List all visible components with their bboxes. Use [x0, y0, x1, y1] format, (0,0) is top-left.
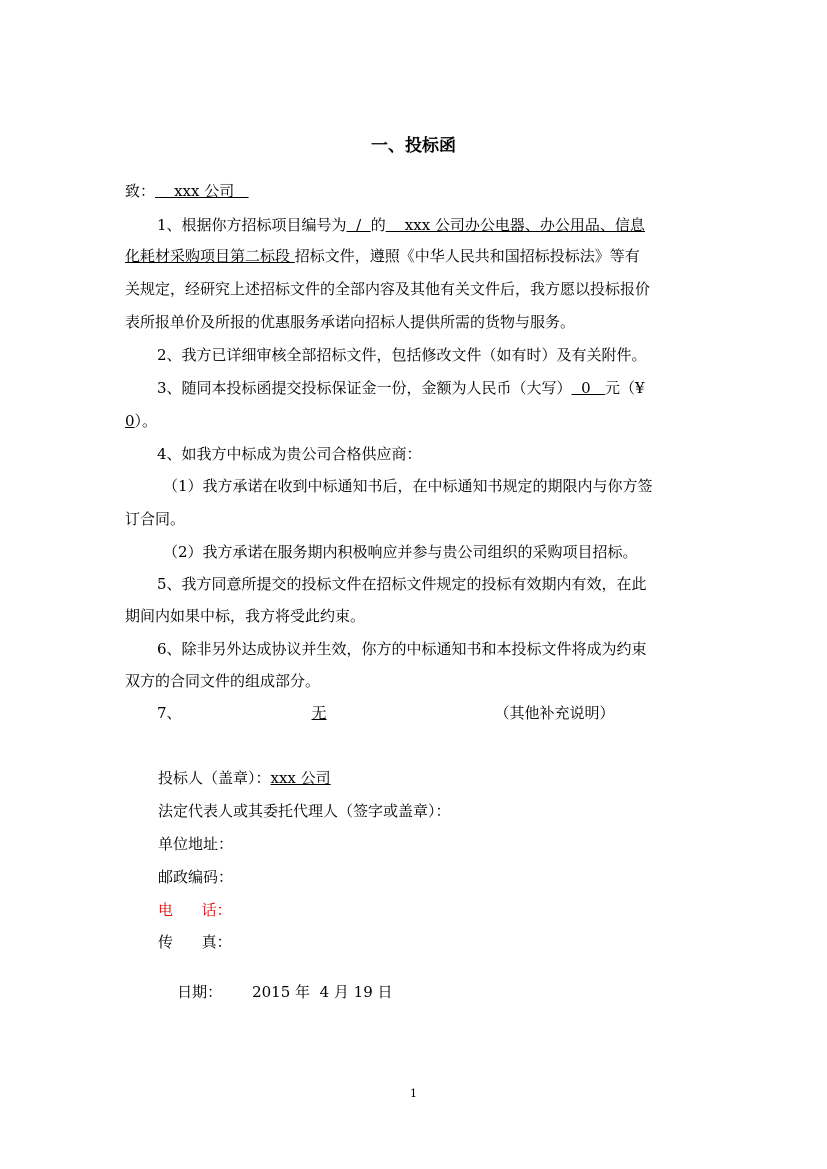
deposit-amount-figure: 0: [125, 412, 135, 430]
clause-4: 4、如我方中标成为贵公司合格供应商：: [157, 445, 422, 463]
addressee-prefix: 致：: [125, 182, 156, 200]
clause-6-line-2: 双方的合同文件的组成部分。: [125, 672, 321, 690]
bidder-label: 投标人（盖章）：: [158, 769, 271, 787]
project-name-cont: 化耗材采购项目第二标段: [125, 247, 295, 265]
addressee-company: xxx 公司: [155, 182, 249, 200]
clause-1-text: 1、根据你方招标项目编号为: [157, 216, 347, 234]
clause-1-line-4: 表所报单价及所报的优惠服务承诺向招标人提供所需的货物与服务。: [125, 313, 576, 331]
project-name: xxx 公司办公电器、办公用品、信息: [385, 216, 645, 234]
addressee-line: [125, 181, 705, 201]
deposit-amount-words: 0: [571, 379, 605, 397]
clause-6-line-1: 6、除非另外达成协议并生效，你方的中标通知书和本投标文件将成为约束: [157, 640, 647, 658]
postcode-label: 邮政编码：: [158, 868, 234, 886]
phone-label: 电 话：: [158, 901, 232, 919]
bidder-line: [158, 768, 706, 788]
other-notes-field: [182, 703, 495, 723]
page-title: 一、投标函: [371, 136, 456, 156]
clause-3-line-2: [125, 411, 705, 431]
clause-3-text-b: 元（¥: [604, 379, 645, 397]
clause-4-1-line-2: 订合同。: [125, 510, 186, 528]
clause-1-line-1: [157, 215, 705, 235]
clause-1-text-c: 招标文件，遵照《中华人民共和国招标投标法》等有: [294, 247, 640, 265]
address-label: 单位地址：: [158, 835, 234, 853]
clause-7-number: 7、: [157, 704, 182, 722]
clause-5-line-2: 期间内如果中标，我方将受此约束。: [125, 607, 366, 625]
fax-label: 传 真：: [158, 933, 232, 951]
clause-3-text-c: ）。: [134, 412, 158, 430]
project-number: /: [346, 216, 371, 234]
date-line: [158, 962, 706, 1022]
date-label: 日期：: [177, 983, 223, 1001]
clause-3-line-1: [157, 378, 705, 398]
clause-2: 2、我方已详细审核全部招标文件，包括修改文件（如有时）及有关附件。: [157, 346, 647, 364]
clause-5-line-1: 5、我方同意所提交的投标文件在招标文件规定的投标有效期内有效，在此: [157, 575, 647, 593]
bidder-value: xxx 公司: [270, 769, 331, 787]
other-notes-value: 无: [311, 704, 327, 722]
clause-4-2: （2）我方承诺在服务期内积极响应并参与贵公司组织的采购项目招标。: [163, 543, 638, 561]
clause-1-line-3: 关规定，经研究上述招标文件的全部内容及其他有关文件后，我方愿以投标报价: [125, 280, 651, 298]
clause-4-1-line-1: （1）我方承诺在收到中标通知书后，在中标通知书规定的期限内与你方签: [163, 477, 653, 495]
clause-1-text-b: 的: [370, 216, 386, 234]
representative-label: 法定代表人或其委托代理人（签字或盖章）：: [158, 802, 451, 820]
clause-7: [157, 703, 705, 723]
page-number: 1: [410, 1087, 417, 1100]
date-value: 2015 年 4 月 19 日: [252, 983, 393, 1001]
clause-7-suffix: （其他补充说明）: [494, 704, 615, 722]
clause-1-line-2: [125, 246, 705, 266]
clause-3-text: 3、随同本投标函提交投标保证金一份，金额为人民币（大写）: [157, 379, 572, 397]
